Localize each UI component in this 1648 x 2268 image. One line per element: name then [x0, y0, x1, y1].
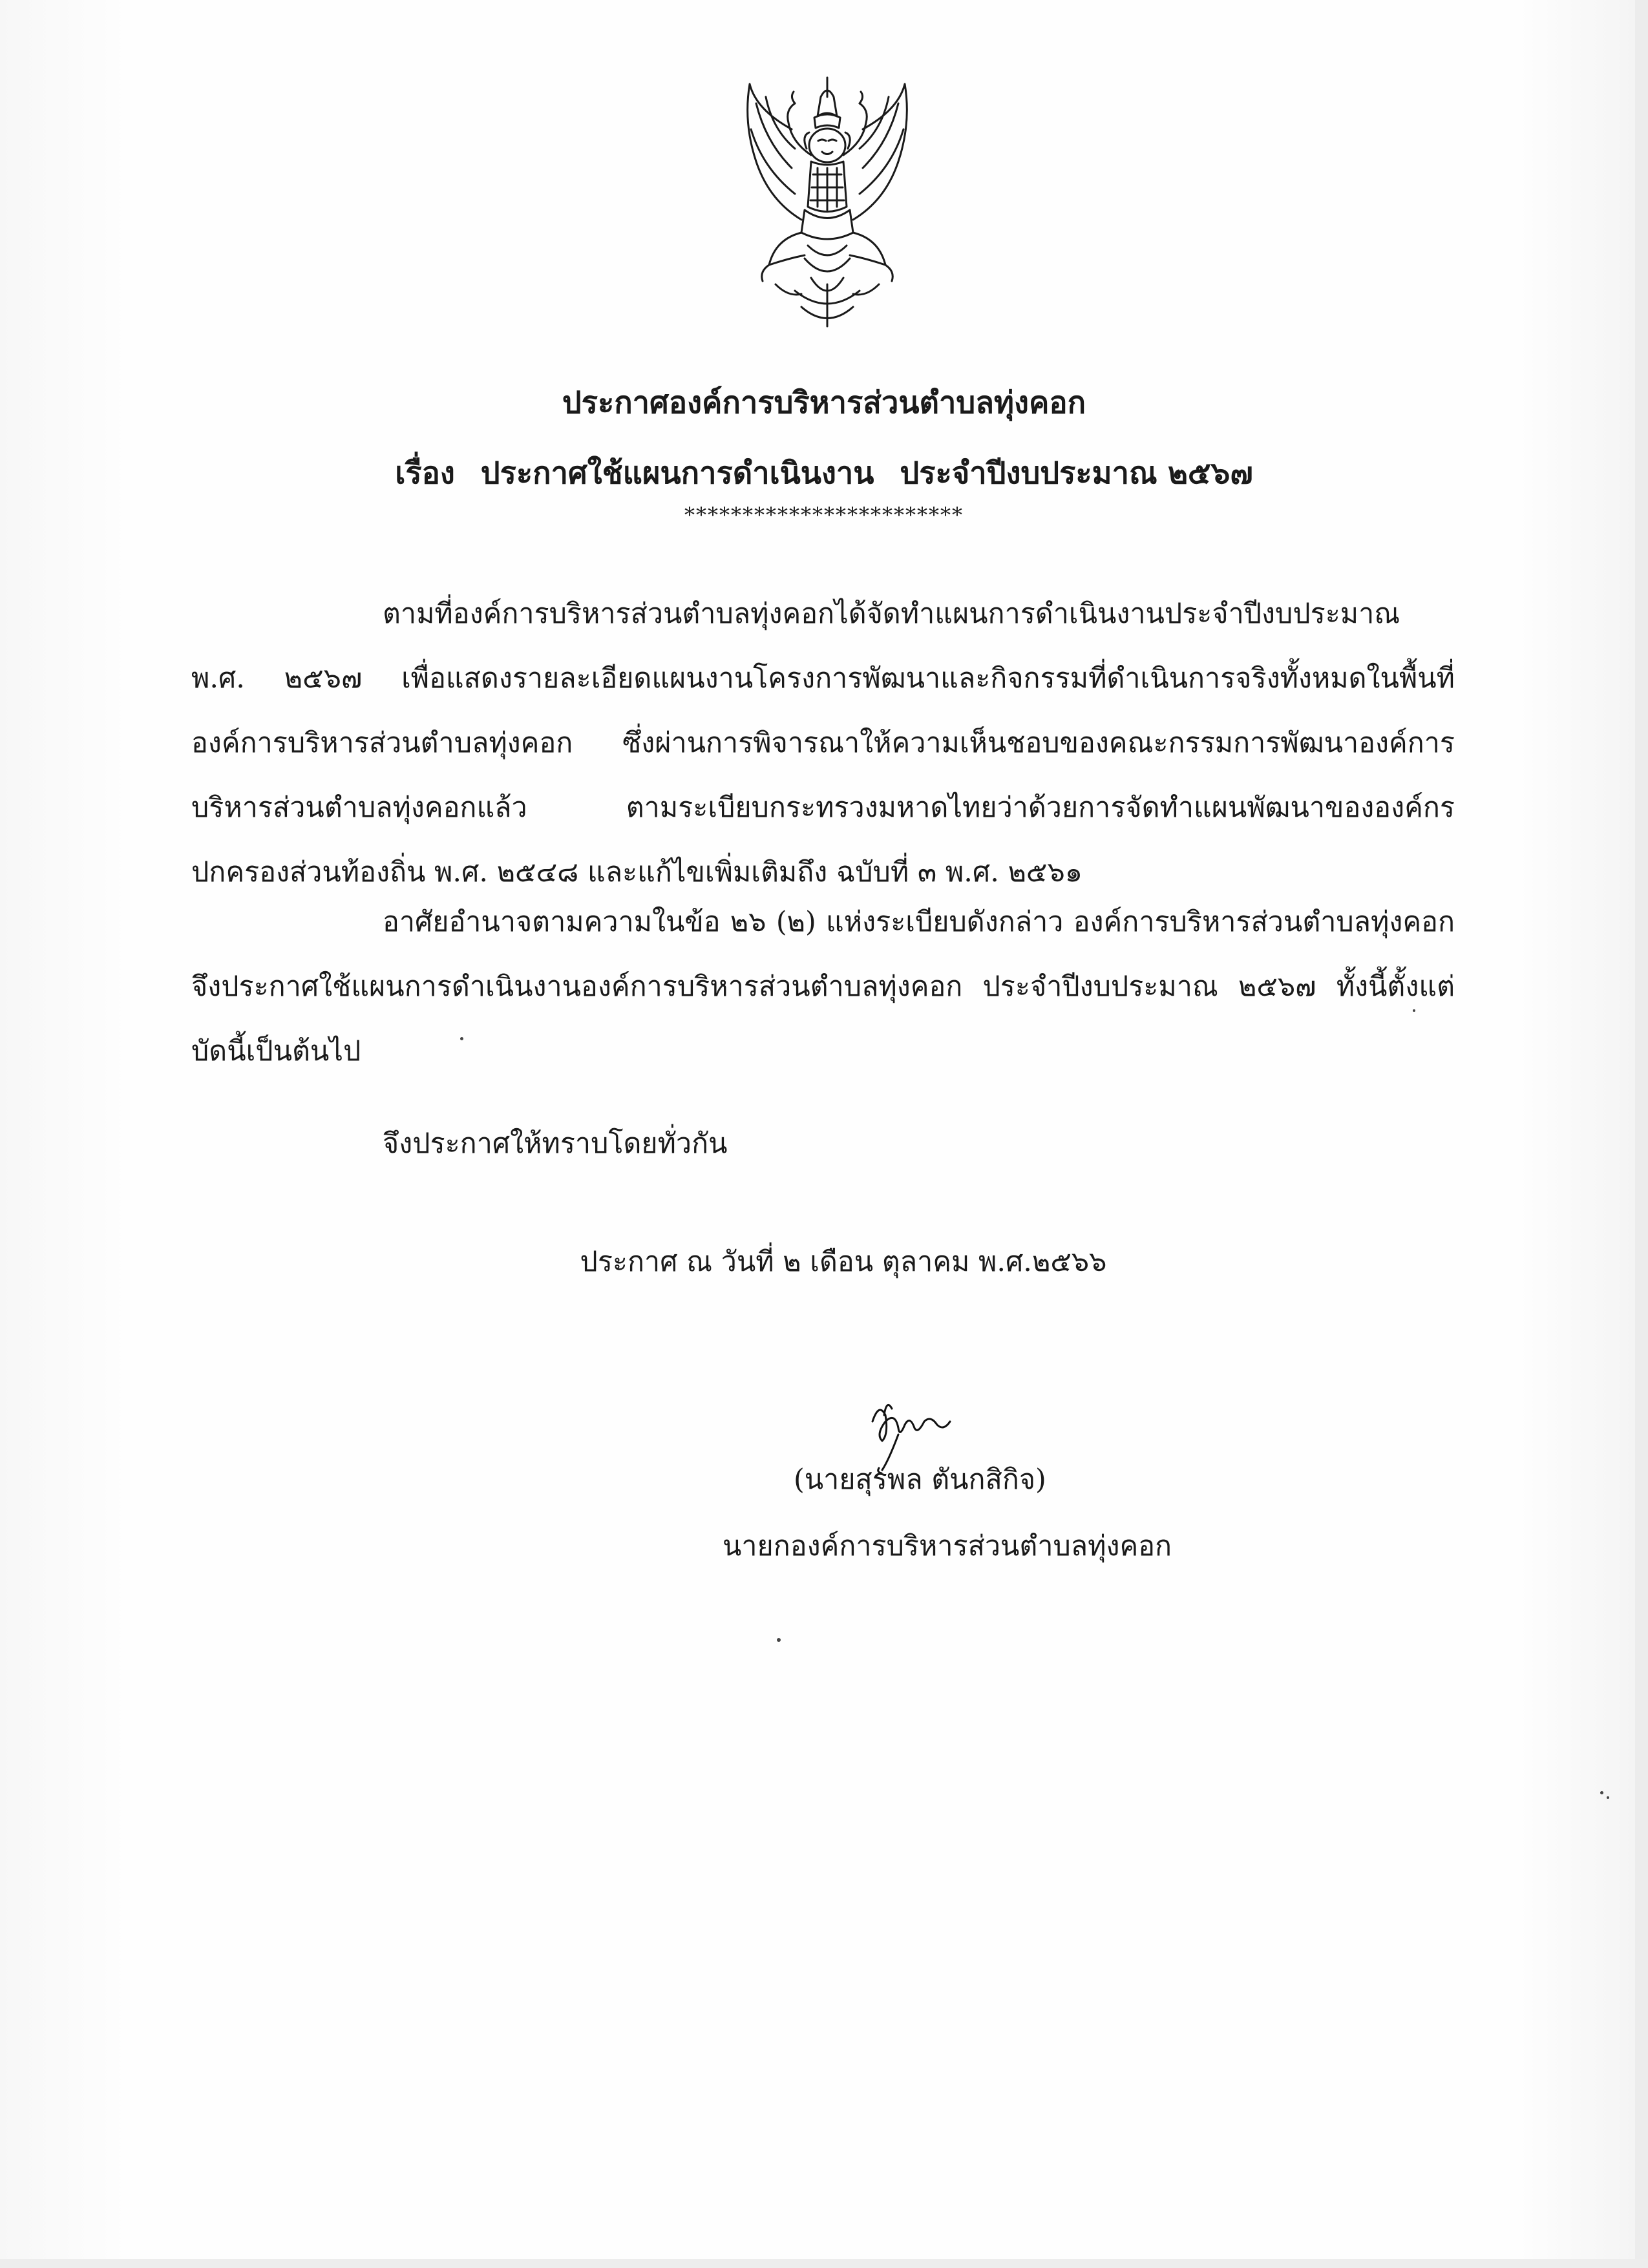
subject-year: ประจำปีงบประมาณ ๒๕๖๗ — [900, 456, 1253, 491]
garuda-emblem-icon — [730, 71, 924, 336]
scan-speck — [460, 1037, 463, 1040]
scan-speck — [1413, 1009, 1415, 1012]
announcement-date: ประกาศ ณ วันที่ ๒ เดือน ตุลาคม พ.ศ.๒๕๖๖ — [580, 1246, 1107, 1278]
scan-speck — [777, 1638, 781, 1642]
signer-name: (นายสุรพล ตันกสิกิจ) — [794, 1464, 1046, 1496]
subject-text: ประกาศใช้แผนการดำเนินงาน — [480, 456, 874, 491]
subject-label: เรื่อง — [395, 456, 455, 491]
closing-statement: จึงประกาศให้ทราบโดยทั่วกัน — [383, 1128, 728, 1160]
announcement-title: ประกาศองค์การบริหารส่วนตำบลทุ่งคอก — [562, 385, 1086, 421]
scan-edge-bottom — [0, 2259, 1648, 2268]
announcement-subject — [0, 448, 1648, 497]
scan-edge-right — [1635, 0, 1648, 2268]
scan-speck — [1600, 1791, 1603, 1794]
paragraph-2: อาศัยอำนาจตามความในข้อ ๒๖ (๒) แห่งระเบียบดังกล่าว องค์การบริหารส่วนตำบลทุ่งคอก จึงประกาศใช้แผนการดำเนินงานองค์การบริหารส่วนตำบลทุ่งคอก ประจำปีงบประมาณ ๒๕๖๗ ทั้งนี้ตั้งแต่บัดนี้เป็นต้นไป — [191, 906, 1455, 1067]
separator-line: ************************ — [684, 503, 964, 527]
scan-speck — [1607, 1796, 1609, 1799]
signer-title: นายกองค์การบริหารส่วนตำบลทุ่งคอก — [723, 1530, 1172, 1562]
paragraph-1: ตามที่องค์การบริหารส่วนตำบลทุ่งคอกได้จัดทำแผนการดำเนินงานประจำปีงบประมาณ พ.ศ. ๒๕๖๗ เพื่อแสดงรายละเอียดแผนงานโครงการพัฒนาและกิจกรรมที่ดำเนินการจริงทั้งหมดในพื้นที่องค์การบริหารส่วนตำบลทุ่งคอก ซึ่งผ่านการพิจารณาให้ความเห็นชอบของคณะกรรมการพัฒนาองค์การบริหารส่วนตำบลทุ่งคอกแล้ว ตามระเบียบกระทรวงมหาดไทยว่าด้วยการจัดทำแผนพัฒนาขององค์กรปกครองส่วนท้องถิ่น พ.ศ. ๒๕๔๘ และแก้ไขเพิ่มเติมถึง ฉบับที่ ๓ พ.ศ. ๒๕๖๑ — [191, 598, 1455, 888]
